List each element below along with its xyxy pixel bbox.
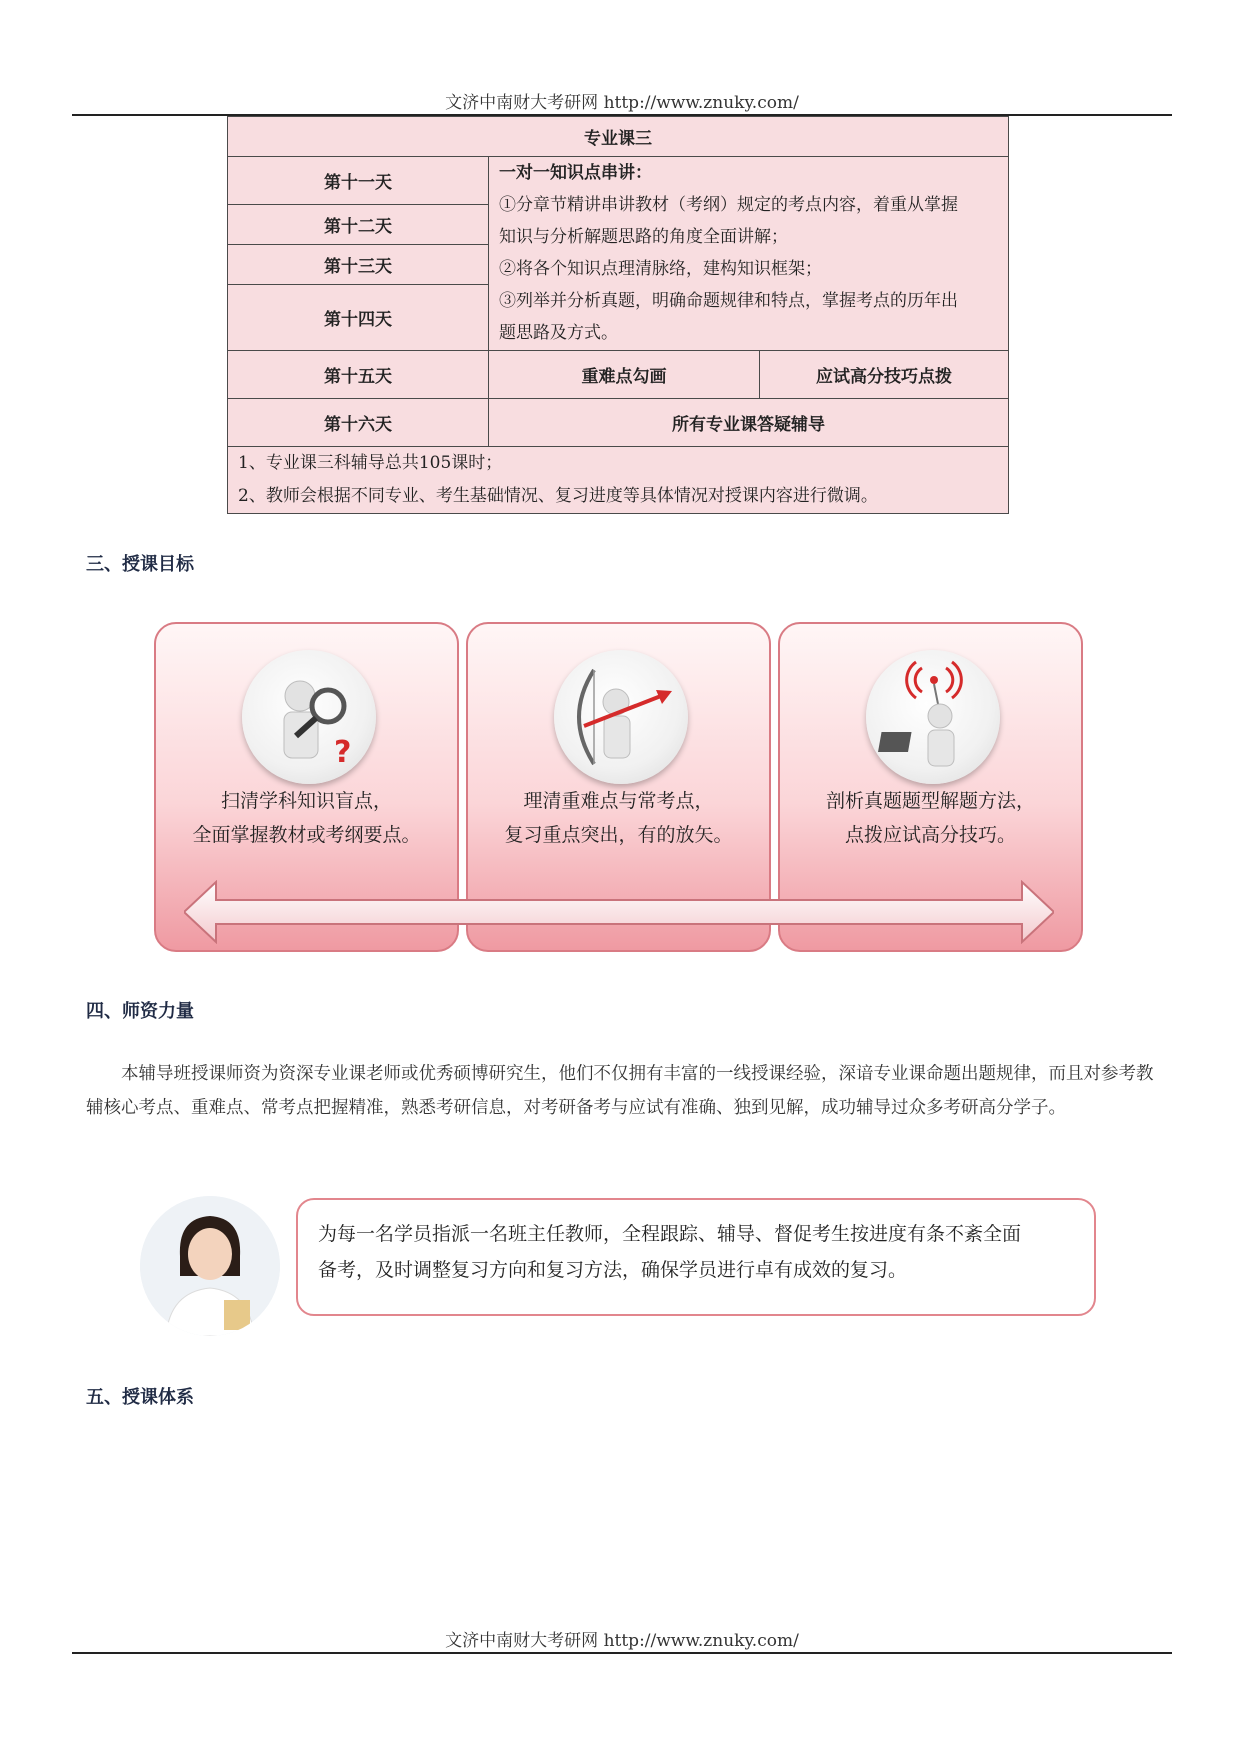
schedule-notes	[228, 447, 1009, 514]
goal-text-2	[468, 784, 769, 852]
head-teacher-callout	[296, 1198, 1096, 1316]
page-header: 文济中南财大考研网 http://www.znuky.com/	[445, 93, 799, 113]
goals-diagram	[154, 622, 1084, 954]
section-title-faculty: 四、师资力量	[86, 1001, 194, 1022]
note-line: 1、专业课三科辅导总共105课时；	[238, 453, 503, 473]
goal-line: 扫清学科知识盲点，	[220, 790, 392, 812]
goal-line: 理清重难点与常考点，	[523, 790, 714, 812]
goal-text-3	[780, 784, 1081, 852]
goal-text-1	[156, 784, 457, 852]
section-title-system: 五、授课体系	[86, 1387, 194, 1408]
magnifier-figure-icon	[242, 650, 376, 784]
day-12: 第十二天	[228, 205, 489, 245]
day15-focus: 重难点勾画	[489, 351, 760, 399]
archer-figure-icon	[554, 650, 688, 784]
day-11: 第十一天	[228, 157, 489, 205]
goal-line: 复习重点突出，有的放矢。	[504, 824, 733, 846]
teacher-avatar	[140, 1196, 280, 1336]
signal-laptop-figure-icon	[866, 650, 1000, 784]
day-14: 第十四天	[228, 285, 489, 351]
content-line: ③列举并分析真题，明确命题规律和特点，掌握考点的历年出	[499, 291, 958, 311]
content-line: ①分章节精讲串讲教材（考纲）规定的考点内容，着重从掌握	[499, 195, 958, 215]
goal-line: 点拨应试高分技巧。	[844, 824, 1016, 846]
content-line: 题思路及方式。	[499, 323, 618, 343]
faculty-paragraph: 本辅导班授课师资为资深专业课老师或优秀硕博研究生，他们不仅拥有丰富的一线授课经验，深谙专业课命题出题规律，而且对参考教辅核心考点、重难点、常考点把握精准，熟悉考研信息，对考研备考与应试有准确、独到见解，成功辅导过众多考研高分学子。	[86, 1064, 1154, 1118]
day-16: 第十六天	[228, 399, 489, 447]
note-line: 2、教师会根据不同专业、考生基础情况、复习进度等具体情况对授课内容进行微调。	[238, 486, 878, 506]
schedule-table	[227, 116, 1009, 514]
day16-qa: 所有专业课答疑辅导	[489, 399, 1009, 447]
callout-line: 为每一名学员指派一名班主任教师，全程跟踪、辅导、督促考生按进度有条不紊全面	[318, 1223, 1022, 1245]
content-line: ②将各个知识点理清脉络，建构知识框架；	[499, 259, 822, 279]
content-line: 知识与分析解题思路的角度全面讲解；	[499, 227, 788, 247]
callout-line: 备考，及时调整复习方向和复习方法，确保学员进行卓有成效的复习。	[318, 1259, 908, 1281]
content-heading: 一对一知识点串讲：	[499, 163, 652, 183]
double-arrow-icon	[184, 880, 1054, 944]
day15-tips: 应试高分技巧点拨	[760, 351, 1009, 399]
schedule-title: 专业课三	[228, 117, 1009, 157]
goal-line: 全面掌握教材或考纲要点。	[192, 824, 421, 846]
schedule-content	[489, 157, 1009, 351]
footer-rule	[72, 1652, 1172, 1654]
day-13: 第十三天	[228, 245, 489, 285]
goal-line: 剖析真题题型解题方法，	[825, 790, 1035, 812]
day-15: 第十五天	[228, 351, 489, 399]
page-footer: 文济中南财大考研网 http://www.znuky.com/	[445, 1631, 799, 1651]
svg-text:?: ?	[334, 735, 352, 770]
section-title-goals: 三、授课目标	[86, 554, 194, 575]
